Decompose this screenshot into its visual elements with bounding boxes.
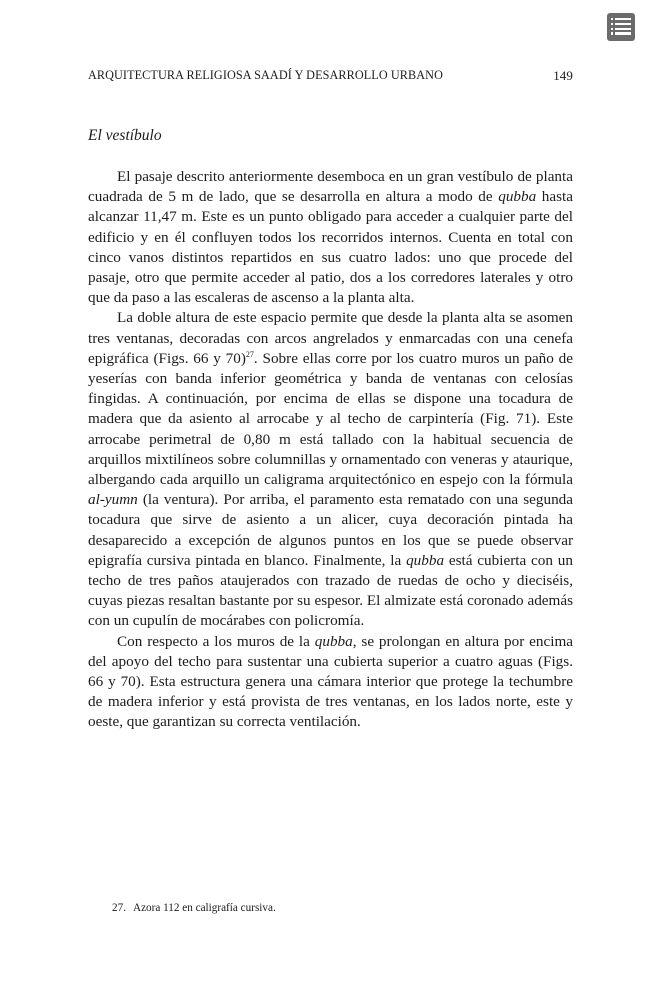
- page-number: 149: [553, 68, 573, 83]
- menu-line: [615, 18, 631, 20]
- footnote-number: 27.: [112, 902, 126, 914]
- footnote: [112, 902, 276, 914]
- menu-line: [615, 23, 631, 25]
- paragraph: [88, 167, 573, 308]
- body-text: [88, 167, 573, 733]
- paragraph: [88, 632, 573, 733]
- italic-term: al-yumn: [88, 491, 138, 509]
- menu-line: [615, 32, 631, 34]
- italic-term: qubba: [498, 188, 537, 206]
- text-run: (la ventura). Por arriba, el paramento esta rematado con una segunda tocadura que sirve de asiento a un alicer, cuya decoración pintada ha desaparecido a excepción de algunos puntos en los que se puede observar epigrafía cursiva pintada en blanco. Finalmente, la: [88, 491, 573, 569]
- text-run: está cubierta con un techo de tres paños ataujerados con trazado de ruedas de ocho y dieciséis, cuyas piezas resaltan bastante por su espesor. El almizate está coronado además con un cupulín de mocárabes con policromía.: [88, 551, 573, 630]
- italic-term: qubba: [406, 551, 445, 569]
- list-menu-icon[interactable]: [607, 13, 635, 41]
- text-run: Con respecto a los muros de la: [117, 632, 315, 650]
- footnote-ref[interactable]: 27: [245, 349, 254, 359]
- text-run: . Sobre ellas corre por los cuatro muros un paño de yeserías con banda inferior geométrica y banda de ventanas con celosías fingidas. A continuación, por encima de ellas se dispone una tocadura de madera que da asiento al arrocabe y al techo de carpintería (Fig. 71). Este arrocabe perimetral de 0,80 m está tallado con la habitual secuencia de arquillos mixtilíneos sobre columnillas y ornamentado con veneras y ataurique, albergando cada arquillo un caligrama arquitectónico en espejo con la fórmula: [88, 349, 573, 489]
- section-title: El vestíbulo: [88, 127, 162, 144]
- footnote-text: Azora 112 en caligrafía cursiva.: [132, 902, 276, 914]
- running-title: ARQUITECTURA RELIGIOSA SAADÍ Y DESARROLLO URBANO: [88, 68, 443, 82]
- menu-line: [615, 28, 631, 30]
- text-run: La doble altura de este espacio permite que desde la planta alta se asomen tres ventanas, decoradas con arcos angrelados y enmarcadas con una cenefa epigráfica (Figs. 66 y 70): [88, 309, 573, 367]
- paragraph: [88, 308, 573, 631]
- text-run: El pasaje descrito anteriormente desemboca en un gran vestíbulo de planta cuadrada de 5 m de lado, que se desarrolla en altura a modo de: [88, 168, 573, 206]
- italic-term: qubba: [314, 632, 353, 650]
- text-run: , se prolongan en altura por encima del apoyo del techo para sustentar una cubierta superior a cuatro aguas (Figs. 66 y 70). Esta estructura genera una cámara interior que protege la techumbre de madera inferior y está provista de tres ventanas, en los lados norte, este y oeste, que garantizan su correcta ventilación.: [88, 632, 574, 731]
- text-run: hasta alcanzar 11,47 m. Este es un punto obligado para acceder a cualquier parte del edificio y en él confluyen todos los recorridos internos. Cuenta en total con cinco vanos distintos repartidos en sus cuatro lados: uno que procede del pasaje, otro que permite acceder al patio, dos a los corredores laterales y otro que da paso a las escaleras de ascenso a la planta alta.: [88, 188, 573, 307]
